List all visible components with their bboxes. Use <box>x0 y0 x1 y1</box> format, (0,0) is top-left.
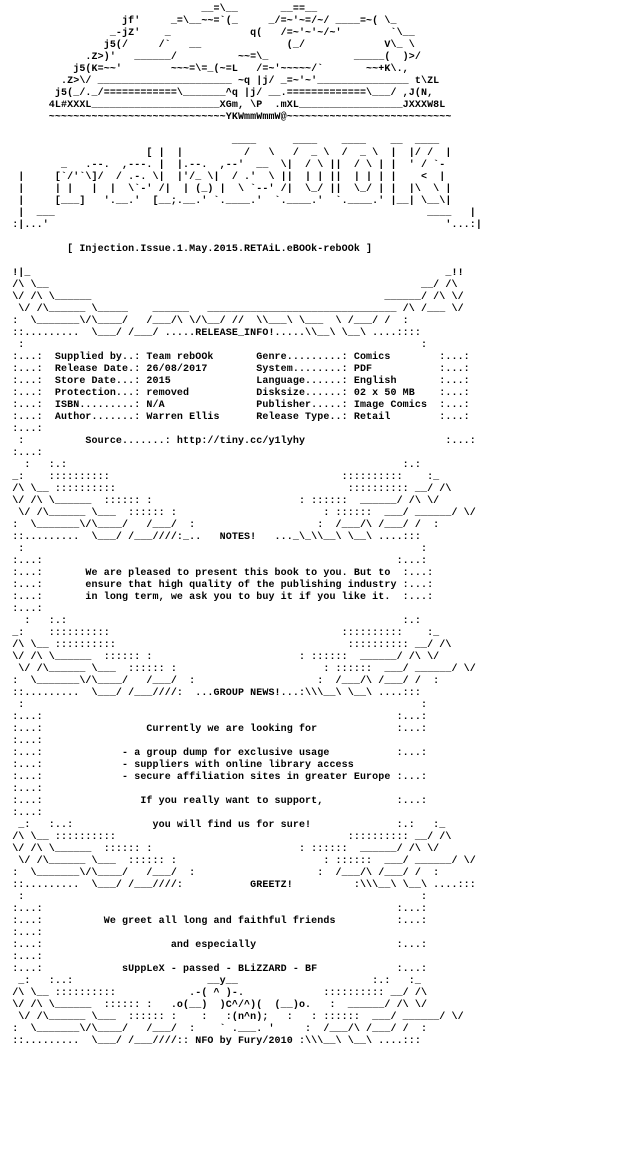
nfo-line: :...: and especially :...: <box>0 940 428 951</box>
nfo-line: :...: Author.......: Warren Ellis Release Type..: Retail :...: <box>0 412 470 423</box>
nfo-line: /\ \__ :::::::::: :::::::::: __/ /\ <box>0 484 452 495</box>
nfo-line: _: :..: __y__ :.: :_ <box>0 976 421 987</box>
nfo-line: : :.: :.: <box>0 460 421 471</box>
nfo-line: \/ /\______ \___ :::::: : : :::::: ___/ ______/ \/ <box>0 508 476 519</box>
nfo-line: :...: - secure affiliation sites in greater Europe :...: <box>0 772 428 783</box>
nfo-line: \/ /\______ \___ :::::: : : :::::: ___/ ______/ \/ <box>0 664 476 675</box>
nfo-line: :...: <box>0 424 43 435</box>
nfo-line: :...: sUppLeX - passed - BLiZZARD - BF :...: <box>0 964 428 975</box>
nfo-line: :...: :...: <box>0 556 428 567</box>
nfo-line: : :.: :.: <box>0 616 421 627</box>
nfo-line: __=\__ __==__ <box>0 4 318 15</box>
nfo-line: :...: Release Date.: 26/08/2017 System........: PDF :...: <box>0 364 470 375</box>
nfo-line: :...: <box>0 736 43 747</box>
nfo-line: [ | | / \ / _ \ / _ \ | |/ / | <box>0 148 452 159</box>
nfo-line: :...: :...: <box>0 904 428 915</box>
nfo-line: : \_______\/\____/ /___/ : : /___/\ /___/ / : <box>0 520 440 531</box>
nfo-line: | [___] '.__.' [__;.__.' `.____.' `.____.' `.____.' |__| \__\| <box>0 196 452 207</box>
nfo-line: :...: ensure that high quality of the publishing industry :...: <box>0 580 434 591</box>
nfo-line: :...: <box>0 448 43 459</box>
nfo-line <box>0 124 640 136</box>
nfo-line: :...: ISBN.........: N/A Publisher.....: Image Comics :...: <box>0 400 470 411</box>
nfo-line: :...: <box>0 928 43 939</box>
nfo-line: : Source.......: http://tiny.cc/y1lyhy :...: <box>0 436 476 447</box>
nfo-line: ::......... \___/ /___////: ...GROUP NEWS!...:\\\__\ \__\ ....::: <box>0 688 421 699</box>
nfo-line: | | | | | \`-' /| | (_) | \ `--' /| \_/ || \_/ | | |\ \ | <box>0 184 452 195</box>
nfo-line: : : <box>0 340 428 351</box>
nfo-line: 4L#XXXL_____________________XGm, \P .mXL_________________JXXXW8L <box>0 100 446 111</box>
nfo-line: jf' _=\__~~=`(_ _/=~'~=/~/ ____=~( \_ <box>0 16 397 27</box>
nfo-line: :...: :...: <box>0 712 428 723</box>
nfo-line: :...: Currently we are looking for :...: <box>0 724 428 735</box>
nfo-line: ____ ____ ____ __ ____ <box>0 136 440 147</box>
nfo-line: : \_______\/\____/ /___/\ \/\__/ // \\___\ \___ \ /___/ / : <box>0 316 409 327</box>
nfo-line: \/ /\ \______ ______/ /\ \/ <box>0 292 464 303</box>
nfo-line: : : <box>0 544 428 555</box>
nfo-line: :...: - suppliers with online library access <box>0 760 354 771</box>
nfo-line <box>0 256 640 268</box>
nfo-line: \/ /\ \______ :::::: : : :::::: ______/ /\ \/ <box>0 496 440 507</box>
nfo-line: :...: <box>0 784 43 795</box>
nfo-line: _-jZ' _ q( /=~'~'~/~' `\__ <box>0 28 415 39</box>
nfo-line: | [`/'`\]/ / .-. \| |'/_ \| / .' \ || | | || | | | | < | <box>0 172 446 183</box>
nfo-line: /\ \__ :::::::::: .-( ^ )-. :::::::::: __/ /\ <box>0 988 428 999</box>
nfo-text-block <box>0 4 640 1048</box>
nfo-line: :...: We greet all long and faithful friends :...: <box>0 916 428 927</box>
nfo-line: \/ /\ \______ :::::: : .o(__) )C^/^)( (__)o. : ______/ /\ \/ <box>0 1000 428 1011</box>
nfo-line: :...: <box>0 808 43 819</box>
nfo-line: \/ /\______ \___ :::::: : : :::::: ___/ ______/ \/ <box>0 856 476 867</box>
nfo-line: :...: Store Date...: 2015 Language......: English :...: <box>0 376 470 387</box>
nfo-line: .Z>)' ______/ ~~=\_ _____( )>/ <box>0 52 421 63</box>
nfo-line: /\ \__ :::::::::: :::::::::: __/ /\ <box>0 832 452 843</box>
nfo-line: _ .--. ,---. | |.--. ,--' __ \| / \ || / \ | | ' / `- <box>0 160 446 171</box>
nfo-line: \/ /\ \______ :::::: : : :::::: ______/ /\ \/ <box>0 652 440 663</box>
nfo-line: _: :..: you will find us for sure! :.: :_ <box>0 820 446 831</box>
nfo-line: : \_______\/\____/ /___/ : ` .___. ' : /___/\ /___/ / : <box>0 1024 428 1035</box>
nfo-line: _: :::::::::: :::::::::: :_ <box>0 628 440 639</box>
nfo-line: :...: Protection...: removed Disksize......: 02 x 50 MB :...: <box>0 388 470 399</box>
nfo-line: j5(_/._/============\_______^q |j/ __.=============\___/ ,J(N, <box>0 88 434 99</box>
nfo-line: :...: Supplied by..: Team rebOOk Genre.........: Comics :...: <box>0 352 470 363</box>
nfo-line: /\ \__ :::::::::: :::::::::: __/ /\ <box>0 640 452 651</box>
nfo-line: .Z>\/ ______________________ ~q |j/ _=~'~'_______________ t\ZL <box>0 76 440 87</box>
nfo-line: :...: - a group dump for exclusive usage :...: <box>0 748 428 759</box>
nfo-line: : \_______\/\____/ /___/ : : /___/\ /___/ / : <box>0 676 440 687</box>
nfo-line: j5(K=~~' ~~~=\=_(~=L /=~'~~~~~/` ~~+K\., <box>0 64 409 75</box>
nfo-line: \/ /\______ \_____ ______ _______________________________ /\ /___ \/ <box>0 304 464 315</box>
nfo-line: :...: <box>0 604 43 615</box>
nfo-line: : : <box>0 892 428 903</box>
nfo-line <box>0 232 640 244</box>
nfo-line: ::......... \___/ /___////:: NFO by Fury/2010 :\\\__\ \__\ ....::: <box>0 1036 421 1047</box>
nfo-line: !|_ _!! <box>0 268 464 279</box>
nfo-line: [ Injection.Issue.1.May.2015.RETAiL.eBOOk-rebOOk ] <box>0 244 373 255</box>
nfo-line: :...: <box>0 952 43 963</box>
nfo-line: :|...' '...:| <box>0 220 482 231</box>
nfo-line: :...: If you really want to support, :...: <box>0 796 428 807</box>
nfo-line: | ___ ____ | <box>0 208 476 219</box>
nfo-line: :...: We are pleased to present this book to you. But to :...: <box>0 568 434 579</box>
nfo-line: _: :::::::::: :::::::::: :_ <box>0 472 440 483</box>
nfo-line: /\ \__ __/ /\ <box>0 280 458 291</box>
nfo-line: ::......... \___/ /___/ .....RELEASE_INFO!.....\\__\ \__\ ....:::: <box>0 328 421 339</box>
nfo-line: :...: in long term, we ask you to buy it if you like it. :...: <box>0 592 434 603</box>
nfo-line: : : <box>0 700 428 711</box>
nfo-line: ~~~~~~~~~~~~~~~~~~~~~~~~~~~~~YKWmmWmmW@~~~~~~~~~~~~~~~~~~~~~~~~~~~ <box>0 112 452 123</box>
nfo-line: ::......... \___/ /___////: GREETZ! :\\\__\ \__\ ....::: <box>0 880 476 891</box>
nfo-line: : \_______\/\____/ /___/ : : /___/\ /___/ / : <box>0 868 440 879</box>
nfo-line: j5(/ /` __ (_/ V\_ \ <box>0 40 415 51</box>
nfo-line: \/ /\______ \___ :::::: : : :(n^n); : : :::::: ___/ ______/ \/ <box>0 1012 464 1023</box>
nfo-line: \/ /\ \______ :::::: : : :::::: ______/ /\ \/ <box>0 844 440 855</box>
nfo-line: ::......... \___/ /___////:_.. NOTES! ..._\_\\__\ \__\ ....::: <box>0 532 421 543</box>
